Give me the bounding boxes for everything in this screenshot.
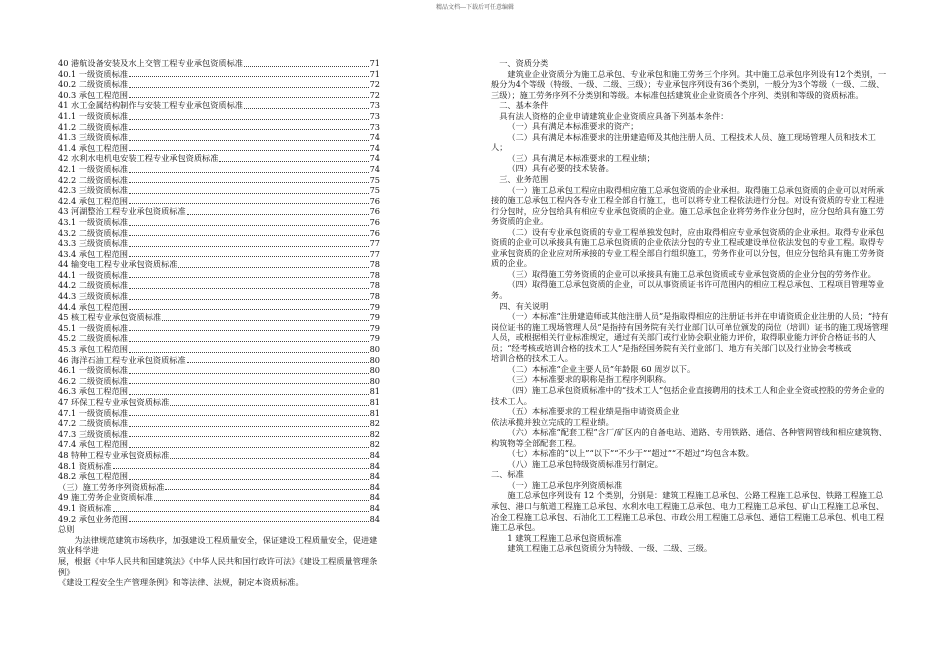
body-paragraph: （一）施工总承包序列资质标准	[507, 479, 623, 490]
toc-entry[interactable]	[58, 429, 380, 440]
toc-entry-title: 47 环保工程专业承包资质标准	[58, 397, 170, 407]
table-of-contents	[58, 58, 380, 588]
toc-entry-title: 41.2 二级资质标准	[58, 121, 128, 132]
toc-entry-title: 49 施工劳务企业资质标准	[58, 492, 153, 503]
body-paragraph: （四）施工总承包资质标准中的“技术工人”包括企业直接聘用的技术工人和企业全资或控股的劳务企业的技术工人。	[491, 384, 885, 406]
toc-entry-title: 46.3 承包工程范围	[58, 386, 128, 397]
toc-entry[interactable]	[58, 302, 380, 313]
toc-entry[interactable]	[58, 376, 380, 387]
toc-entry[interactable]	[58, 291, 380, 302]
toc-entry-title: 48.2 承包工程范围	[58, 471, 128, 482]
toc-entry-page: 73	[369, 100, 380, 111]
toc-entry-title: 43.3 三级资质标准	[58, 238, 128, 249]
toc-entry[interactable]	[58, 312, 380, 323]
toc-entry[interactable]	[58, 503, 380, 514]
toc-entry-page: 81	[369, 386, 380, 397]
toc-entry-page: 80	[369, 365, 380, 376]
section-heading: 二、基本条件	[499, 100, 549, 111]
toc-entry[interactable]	[58, 58, 380, 69]
toc-entry-title: 42 水利水电机电安装工程专业承包资质标准	[58, 153, 219, 164]
toc-leader-dots	[129, 203, 369, 204]
section-heading: 三、业务范围	[499, 174, 549, 185]
toc-entry-title: 45.3 承包工程范围	[58, 344, 128, 355]
toc-entry[interactable]	[58, 355, 380, 366]
toc-entry-title: 40.1 一级资质标准	[58, 68, 128, 79]
toc-entry-page: 76	[369, 206, 380, 217]
toc-entry-title: 46 海洋石油工程专业承包资质标准	[58, 354, 186, 365]
toc-entry[interactable]	[58, 238, 380, 249]
toc-entry-title: 41 水工金属结构制作与安装工程专业承包资质标准	[58, 100, 243, 111]
toc-leader-dots	[129, 246, 369, 247]
toc-entry-page: 74	[369, 153, 380, 164]
page-header: 精品文档---下载后可任意编辑	[435, 4, 515, 11]
toc-entry-title: 44.3 三级资质标准	[58, 291, 128, 302]
toc-entry[interactable]	[58, 482, 380, 493]
toc-leader-dots	[129, 277, 369, 278]
section-heading: 一、资质分类	[499, 58, 549, 68]
summary-line: 展，根据《中华人民共和国建筑法》《中华人民共和国行政许可法》《建设工程质量管理条例》	[58, 555, 378, 577]
toc-entry-page: 77	[369, 248, 380, 259]
toc-entry[interactable]	[58, 249, 380, 260]
toc-entry[interactable]	[58, 111, 380, 122]
toc-entry[interactable]	[58, 228, 380, 239]
toc-entry-title: 44.1 一级资质标准	[58, 269, 128, 280]
toc-entry-title: 45.2 二级资质标准	[58, 333, 128, 344]
toc-leader-dots	[170, 458, 368, 459]
toc-leader-dots	[129, 521, 369, 522]
toc-entry-title: 41.4 承包工程范围	[58, 142, 128, 153]
body-paragraph: 建筑工程施工总承包资质分为特级、一级、二级、三级。	[507, 543, 713, 554]
toc-leader-dots	[170, 405, 368, 406]
toc-entry-title: （三）施工劳务序列资质标准	[58, 481, 165, 492]
toc-entry-page: 84	[369, 460, 380, 471]
toc-entry-title: 44.4 承包工程范围	[58, 301, 128, 312]
toc-leader-dots	[162, 320, 368, 321]
toc-entry-page: 78	[369, 269, 380, 280]
body-paragraph: （五）本标准要求的工程业绩是指申请资质企业	[507, 406, 680, 417]
toc-leader-dots	[129, 235, 369, 236]
toc-entry-page: 79	[369, 312, 380, 323]
body-paragraph: （二）设有专业承包资质的专业工程单独发包时，应由取得相应专业承包资质的企业承担。取得专业承包资质的企业可以承接具有施工总承包资质的企业依法分包的专业工程或建设单位依法发包的专业工程。取得专业承包资质的企业应对所承接的专业工程全部自行组织施工，劳务作业可以分包，但应分包给具有施工劳务资质的企业。	[491, 226, 885, 269]
toc-entry[interactable]	[58, 153, 380, 164]
body-paragraph: （二）本标准“企业主要人员”年龄限 60 周岁以下。	[507, 363, 696, 374]
toc-entry[interactable]	[58, 418, 380, 429]
toc-entry[interactable]	[58, 259, 380, 270]
body-paragraph: （四）具有必要的技术装备。	[507, 163, 614, 174]
body-paragraph: （八）施工总承包特级资质标准另行制定。	[507, 458, 663, 469]
toc-entry[interactable]	[58, 100, 380, 111]
body-text-column	[491, 58, 889, 554]
toc-entry[interactable]	[58, 280, 380, 291]
toc-leader-dots	[129, 150, 369, 151]
toc-leader-dots	[129, 119, 369, 120]
toc-entry-page: 74	[369, 142, 380, 153]
toc-leader-dots	[129, 140, 369, 141]
toc-entry[interactable]	[58, 439, 380, 450]
toc-entry[interactable]	[58, 461, 380, 472]
summary-line: 《建设工程安全生产管理条例》和等法律、法规，制定本资质标准。	[58, 577, 304, 588]
toc-entry-page: 72	[369, 89, 380, 100]
toc-leader-dots	[187, 362, 369, 363]
summary-line: 为法律规范建筑市场秩序，加强建设工程质量安全，保证建设工程质量安全，促进建筑业科学进	[58, 534, 378, 556]
toc-entry[interactable]	[58, 175, 380, 186]
toc-entry-page: 71	[369, 58, 380, 68]
toc-leader-dots	[178, 267, 368, 268]
toc-entry-title: 40.2 二级资质标准	[58, 79, 128, 90]
toc-entry[interactable]	[58, 514, 380, 525]
toc-entry[interactable]	[58, 471, 380, 482]
toc-entry[interactable]	[58, 270, 380, 281]
body-paragraph: 建筑业企业资质分为施工总承包、专业承包和施工劳务三个序列。其中施工总承包序列设有12个类别，一般分为4个等级（特级、一级、二级、三级）；专业承包序列设有36个类别，一般分为3个等级（一级、二级、三级）；施工劳务序列不分类别和等级。本标准包括建筑业企业资质各个序列、类别和等级的资质标准。	[491, 68, 887, 100]
toc-entry-page: 84	[369, 513, 380, 524]
toc-entry-page: 72	[369, 79, 380, 90]
toc-entry-title: 41.1 一级资质标准	[58, 110, 128, 121]
toc-list	[58, 58, 380, 524]
toc-entry-page: 75	[369, 185, 380, 196]
toc-entry-page: 78	[369, 259, 380, 270]
body-paragraph: （四）取得施工总承包资质的企业，可以从事资质证书许可范围内的相应工程总承包、工程项目管理等业务。	[491, 279, 885, 301]
toc-entry-title: 43.2 二级资质标准	[58, 227, 128, 238]
toc-leader-dots	[187, 214, 369, 215]
toc-entry[interactable]	[58, 365, 380, 376]
toc-leader-dots	[129, 87, 369, 88]
toc-entry-title: 48 特种工程专业承包资质标准	[58, 449, 170, 460]
body-paragraph: （一）具有满足本标准要求的资产；	[507, 121, 639, 132]
toc-entry-page: 82	[369, 418, 380, 429]
toc-leader-dots	[129, 436, 369, 437]
toc-entry-page: 76	[369, 216, 380, 227]
toc-leader-dots	[129, 129, 369, 130]
toc-entry[interactable]	[58, 122, 380, 133]
toc-entry-page: 73	[369, 110, 380, 121]
toc-leader-dots	[244, 66, 369, 67]
toc-entry-page: 77	[369, 238, 380, 249]
toc-leader-dots	[129, 373, 369, 374]
toc-entry-page: 82	[369, 439, 380, 450]
toc-entry[interactable]	[58, 196, 380, 207]
toc-entry-title: 42.2 二级资质标准	[58, 174, 128, 185]
toc-entry-page: 84	[369, 502, 380, 513]
toc-entry-page: 81	[369, 407, 380, 418]
toc-entry-page: 84	[369, 471, 380, 482]
toc-entry-title: 47.2 二级资质标准	[58, 418, 128, 429]
toc-leader-dots	[154, 500, 369, 501]
section-heading: 具有法人资格的企业申请建筑业企业资质应具备下列基本条件：	[499, 110, 729, 121]
toc-entry-title: 46.2 二级资质标准	[58, 375, 128, 386]
toc-entry-page: 73	[369, 121, 380, 132]
section-heading: 依法承揽并独立完成的工程业绩。	[491, 416, 614, 427]
toc-entry-title: 47.4 承包工程范围	[58, 439, 128, 450]
toc-entry-title: 44.2 二级资质标准	[58, 280, 128, 291]
toc-entry-title: 40.3 承包工程范围	[58, 89, 128, 100]
toc-entry-page: 74	[369, 163, 380, 174]
toc-entry-page: 82	[369, 428, 380, 439]
toc-entry-title: 41.3 三级资质标准	[58, 132, 128, 143]
toc-entry-page: 78	[369, 291, 380, 302]
toc-leader-dots	[129, 394, 369, 395]
toc-leader-dots	[129, 182, 369, 183]
toc-entry-title: 45 核工程专业承包资质标准	[58, 312, 162, 323]
toc-entry-title: 42.3 三级资质标准	[58, 185, 128, 196]
toc-entry-title: 49.2 承包业务范围	[58, 513, 128, 524]
toc-entry-page: 81	[369, 397, 380, 407]
toc-leader-dots	[129, 309, 369, 310]
toc-entry-title: 43 河湖整治工程专业承包资质标准	[58, 206, 186, 217]
toc-entry-page: 76	[369, 227, 380, 238]
toc-entry[interactable]	[58, 492, 380, 503]
toc-entry[interactable]	[58, 69, 380, 80]
toc-entry-title: 45.1 一级资质标准	[58, 322, 128, 333]
toc-entry[interactable]	[58, 333, 380, 344]
toc-leader-dots	[129, 341, 369, 342]
toc-entry-page: 75	[369, 174, 380, 185]
toc-leader-dots	[129, 76, 369, 77]
body-paragraph: 施工总承包序列设有 12 个类别，分别是：建筑工程施工总承包、公路工程施工总承包、铁路工程施工总承包、港口与航道工程施工总承包、水利水电工程施工总承包、电力工程施工总承包、矿山工程施工总承包、冶金工程施工总承包、石油化工工程施工总承包、市政公用工程施工总承包、通信工程施工总承包、机电工程施工总承包。	[491, 490, 885, 533]
toc-entry-title: 43.4 承包工程范围	[58, 248, 128, 259]
toc-entry[interactable]	[58, 323, 380, 334]
toc-entry[interactable]	[58, 132, 380, 143]
toc-entry-page: 78	[369, 280, 380, 291]
toc-leader-dots	[129, 288, 369, 289]
toc-entry[interactable]	[58, 344, 380, 355]
toc-entry[interactable]	[58, 90, 380, 101]
toc-entry-page: 80	[369, 354, 380, 365]
body-paragraph: （三）本标准要求的职称是指工程序列职称。	[507, 374, 672, 385]
toc-leader-dots	[244, 108, 369, 109]
body-paragraph: （七）本标准的“以上”“以下”“不少于”“超过”“不超过”均包含本数。	[507, 448, 754, 459]
toc-entry[interactable]	[58, 217, 380, 228]
toc-entry-page: 76	[369, 195, 380, 206]
toc-leader-dots	[129, 97, 369, 98]
toc-leader-dots	[129, 352, 369, 353]
toc-leader-dots	[113, 511, 369, 512]
toc-entry-page: 84	[369, 492, 380, 503]
body-paragraph: 1 建筑工程施工总承包资质标准	[507, 532, 622, 543]
toc-entry-title: 48.1 资质标准	[58, 460, 112, 471]
toc-entry-title: 46.1 一级资质标准	[58, 365, 128, 376]
toc-leader-dots	[113, 468, 369, 469]
toc-entry-title: 40 港航设备安装及水上交管工程专业承包资质标准	[58, 58, 243, 68]
toc-leader-dots	[129, 447, 369, 448]
toc-entry-page: 79	[369, 333, 380, 344]
toc-entry-page: 79	[369, 322, 380, 333]
body-paragraph: （一）本标准“注册建造师或其他注册人员”是指取得相应的注册证书并在申请资质企业注册的人员；“持有岗位证书的施工现场管理人员”是指持有国务院有关行业部门认可单位颁发的岗位（培训）证书的施工现场管理人员，或根据相关行业标准规定，通过有关部门或行业协会职业能力评价，取得职业能力评价合格证书的人员；“经考核或培训合格的技术工人”是指经国务院有关行业部门、地方有关部门以及行业协会考核或	[491, 311, 889, 353]
body-paragraph: （二）具有满足本标准要求的注册建造师及其他注册人员、工程技术人员、施工现场管理人员和技术工人；	[491, 131, 876, 153]
toc-leader-dots	[129, 172, 369, 173]
body-paragraph: （三）取得施工劳务资质的企业可以承接具有施工总承包资质或专业承包资质的企业分包的劳务作业。	[507, 268, 876, 279]
toc-entry-page: 80	[369, 375, 380, 386]
toc-entry-page: 79	[369, 301, 380, 312]
toc-entry-page: 74	[369, 132, 380, 143]
toc-entry-title: 42.1 一级资质标准	[58, 163, 128, 174]
toc-entry-page: 84	[369, 449, 380, 460]
toc-leader-dots	[129, 479, 369, 480]
section-heading: 二、标准	[491, 469, 524, 480]
toc-entry-title: 47.1 一级资质标准	[58, 407, 128, 418]
toc-entry-title: 42.4 承包工程范围	[58, 195, 128, 206]
toc-entry[interactable]	[58, 79, 380, 90]
toc-entry-title: 47.3 三级资质标准	[58, 428, 128, 439]
body-paragraph: （六）本标准“配套工程”含厂/矿区内的自备电站、道路、专用铁路、通信、各种管网管线和相应建筑物、构筑物等全部配套工程。	[491, 427, 887, 448]
body-paragraph: （一）施工总承包工程应由取得相应施工总承包资质的企业承担。取得施工总承包资质的企业可以对所承接的施工总承包工程内各专业工程全部自行施工，也可以将专业工程依法进行分包。对设有资质的专业工程进行分包时，应分包给具有相应专业承包资质的企业。施工总承包企业将劳务作业分包时，应分包给具有施工劳务资质的企业。	[491, 184, 885, 227]
toc-entry-title: 43.1 一级资质标准	[58, 216, 128, 227]
toc-leader-dots	[129, 299, 369, 300]
body-paragraph: （三）具有满足本标准要求的工程业绩；	[507, 152, 655, 163]
toc-entry-page: 71	[369, 68, 380, 79]
toc-leader-dots	[129, 193, 369, 194]
toc-leader-dots	[129, 256, 369, 257]
toc-entry-page: 80	[369, 344, 380, 355]
section-heading: 培训合格的技术工人。	[491, 353, 573, 364]
toc-entry[interactable]	[58, 185, 380, 196]
toc-entry[interactable]	[58, 386, 380, 397]
toc-entry[interactable]	[58, 143, 380, 154]
toc-leader-dots	[165, 489, 368, 490]
toc-entry-title: 49.1 资质标准	[58, 502, 112, 513]
toc-leader-dots	[129, 330, 369, 331]
toc-leader-dots	[219, 161, 368, 162]
toc-leader-dots	[129, 383, 369, 384]
toc-entry[interactable]	[58, 408, 380, 419]
toc-entry[interactable]	[58, 397, 380, 408]
toc-leader-dots	[129, 426, 369, 427]
toc-entry[interactable]	[58, 450, 380, 461]
summary-heading: 总则	[58, 524, 75, 535]
toc-entry-title: 44 输变电工程专业承包资质标准	[58, 259, 178, 270]
toc-entry[interactable]	[58, 164, 380, 175]
section-heading: 四、有关说明	[499, 300, 549, 311]
toc-entry[interactable]	[58, 206, 380, 217]
toc-leader-dots	[129, 225, 369, 226]
toc-leader-dots	[129, 415, 369, 416]
toc-entry-page: 84	[369, 481, 380, 492]
